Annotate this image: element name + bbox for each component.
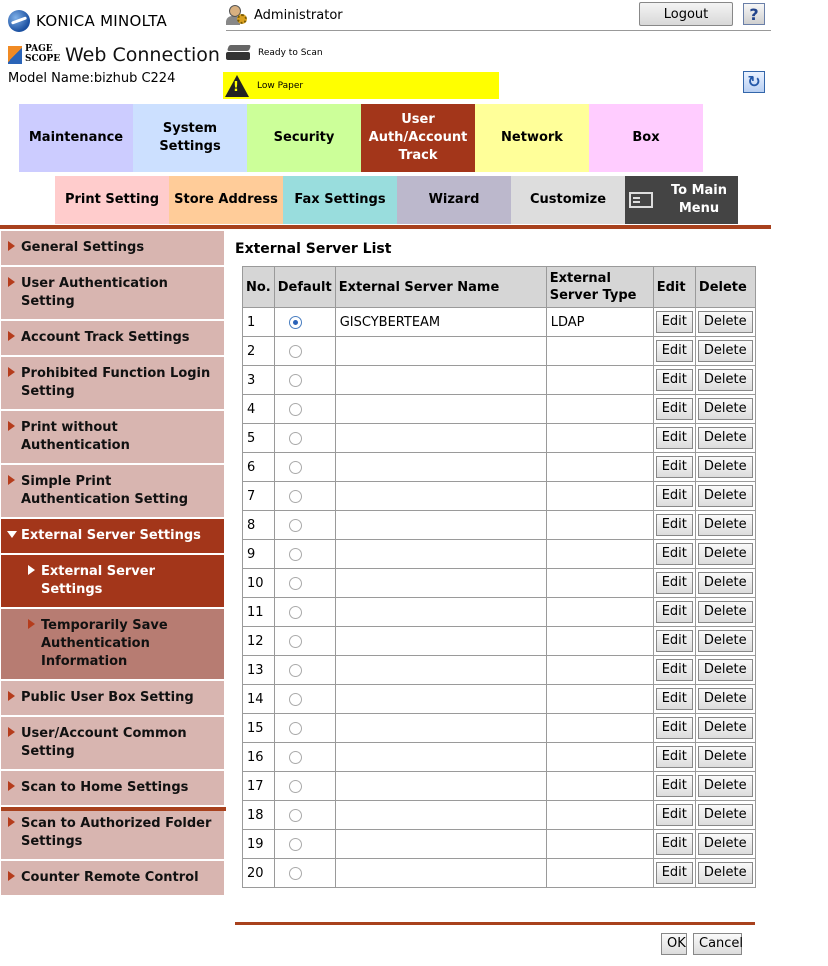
edit-cell: [653, 569, 695, 598]
edit-button[interactable]: Edit: [656, 717, 693, 739]
sidebar-subitem-external-server-settings[interactable]: [1, 555, 224, 607]
alert-bar: [223, 72, 499, 99]
main-menu-label: To Main Menu: [670, 183, 728, 216]
default-radio[interactable]: [289, 490, 302, 503]
server-type: [546, 685, 653, 714]
tab-store-address[interactable]: Store Address: [169, 176, 283, 224]
user-indicator: [226, 4, 343, 26]
table-row: [243, 801, 756, 830]
row-number: 10: [243, 569, 275, 598]
tab-to-main-menu[interactable]: [625, 176, 738, 224]
edit-cell: [653, 714, 695, 743]
sidebar: [1, 231, 224, 897]
row-number: 1: [243, 308, 275, 337]
arrow-down-icon: [7, 531, 17, 538]
tab-security[interactable]: Security: [247, 104, 361, 172]
table-row: [243, 859, 756, 888]
table-row: [243, 337, 756, 366]
server-name: [335, 540, 546, 569]
edit-cell: [653, 743, 695, 772]
delete-button[interactable]: Delete: [698, 311, 753, 333]
pagescope-text: PAGE SCOPE: [25, 44, 61, 64]
table-row: [243, 366, 756, 395]
delete-cell: [695, 424, 755, 453]
edit-button[interactable]: Edit: [656, 804, 693, 826]
default-radio[interactable]: [289, 316, 302, 329]
table-row: [243, 540, 756, 569]
row-number: 3: [243, 366, 275, 395]
default-radio[interactable]: [289, 519, 302, 532]
server-type: [546, 453, 653, 482]
server-name: [335, 337, 546, 366]
delete-button[interactable]: Delete: [698, 688, 753, 710]
delete-cell: [695, 656, 755, 685]
row-number: 6: [243, 453, 275, 482]
server-name: [335, 685, 546, 714]
arrow-right-icon: [8, 367, 15, 377]
default-cell: [274, 830, 335, 859]
delete-button[interactable]: Delete: [698, 543, 753, 565]
server-type: [546, 395, 653, 424]
admin-user-icon: [226, 4, 248, 26]
edit-button[interactable]: Edit: [656, 746, 693, 768]
edit-cell: [653, 366, 695, 395]
delete-cell: [695, 743, 755, 772]
edit-cell: [653, 772, 695, 801]
sidebar-item-label: General Settings: [21, 240, 145, 255]
server-type: [546, 540, 653, 569]
default-radio[interactable]: [289, 780, 302, 793]
default-cell: [274, 859, 335, 888]
edit-button[interactable]: Edit: [656, 572, 693, 594]
server-name: [335, 656, 546, 685]
table-row: [243, 424, 756, 453]
sidebar-item-prohibited-function-login[interactable]: [1, 357, 224, 409]
row-number: 13: [243, 656, 275, 685]
delete-cell: [695, 627, 755, 656]
default-cell: [274, 424, 335, 453]
default-cell: [274, 627, 335, 656]
table-row: [243, 511, 756, 540]
delete-cell: [695, 308, 755, 337]
delete-button[interactable]: Delete: [698, 601, 753, 623]
delete-cell: [695, 714, 755, 743]
server-name: [335, 511, 546, 540]
default-radio[interactable]: [289, 693, 302, 706]
arrow-right-icon: [8, 331, 15, 341]
sidebar-item-label: User/Account Common Setting: [21, 726, 187, 759]
default-cell: [274, 801, 335, 830]
arrow-right-icon: [8, 475, 15, 485]
server-name: [335, 743, 546, 772]
arrow-right-icon: [8, 691, 15, 701]
header-divider: [226, 30, 771, 31]
edit-button[interactable]: Edit: [656, 514, 693, 536]
edit-cell: [653, 830, 695, 859]
server-name: [335, 859, 546, 888]
delete-cell: [695, 395, 755, 424]
table-row: [243, 743, 756, 772]
server-type: [546, 656, 653, 685]
default-cell: [274, 772, 335, 801]
row-number: 19: [243, 830, 275, 859]
default-radio[interactable]: [289, 403, 302, 416]
delete-cell: [695, 540, 755, 569]
sidebar-item-label: Public User Box Setting: [21, 690, 194, 705]
server-name: [335, 424, 546, 453]
default-radio[interactable]: [289, 635, 302, 648]
edit-cell: [653, 656, 695, 685]
main-menu-icon: [629, 192, 653, 208]
tab-wizard[interactable]: Wizard: [397, 176, 511, 224]
row-number: 12: [243, 627, 275, 656]
arrow-right-icon: [8, 817, 15, 827]
arrow-right-icon: [8, 727, 15, 737]
default-cell: [274, 540, 335, 569]
delete-button[interactable]: Delete: [698, 659, 753, 681]
row-number: 8: [243, 511, 275, 540]
default-radio[interactable]: [289, 867, 302, 880]
edit-button[interactable]: Edit: [656, 601, 693, 623]
default-radio[interactable]: [289, 722, 302, 735]
table-row: [243, 714, 756, 743]
edit-cell: [653, 337, 695, 366]
sidebar-item-account-track-settings[interactable]: [1, 321, 224, 355]
pagescope-logo: [8, 44, 220, 66]
server-type: [546, 772, 653, 801]
default-cell: [274, 308, 335, 337]
cancel-button[interactable]: Cancel: [693, 933, 742, 955]
sidebar-item-label: Print without Authentication: [21, 420, 130, 453]
sidebar-item-label: Prohibited Function Login Setting: [21, 366, 211, 399]
row-number: 16: [243, 743, 275, 772]
default-radio[interactable]: [289, 606, 302, 619]
server-type: [546, 743, 653, 772]
sidebar-item-label: User Authentication Setting: [21, 276, 168, 309]
row-number: 7: [243, 482, 275, 511]
sidebar-item-label: Temporarily Save Authentication Information: [41, 618, 168, 669]
edit-button[interactable]: Edit: [656, 456, 693, 478]
delete-button[interactable]: Delete: [698, 369, 753, 391]
table-row: [243, 830, 756, 859]
default-radio[interactable]: [289, 432, 302, 445]
edit-cell: [653, 395, 695, 424]
edit-cell: [653, 453, 695, 482]
server-type: [546, 859, 653, 888]
delete-cell: [695, 453, 755, 482]
device-status: [226, 44, 323, 62]
table-row: [243, 685, 756, 714]
help-icon[interactable]: ?: [743, 3, 765, 25]
table-row: [243, 569, 756, 598]
table-row: [243, 772, 756, 801]
scanner-icon: [226, 44, 252, 62]
pagescope-icon: [8, 44, 60, 66]
column-header: Edit: [653, 267, 695, 308]
tab-customize[interactable]: Customize: [511, 176, 625, 224]
server-name: [335, 598, 546, 627]
edit-cell: [653, 685, 695, 714]
delete-cell: [695, 569, 755, 598]
edit-button[interactable]: Edit: [656, 398, 693, 420]
server-type: [546, 627, 653, 656]
sidebar-item-label: Account Track Settings: [21, 330, 190, 345]
delete-button[interactable]: Delete: [698, 514, 753, 536]
server-type: [546, 598, 653, 627]
default-cell: [274, 453, 335, 482]
sidebar-subitem-temporarily-save-auth[interactable]: [1, 609, 224, 679]
default-cell: [274, 656, 335, 685]
server-name: [335, 830, 546, 859]
server-type: [546, 337, 653, 366]
sidebar-divider: [1, 807, 226, 811]
tab-system-settings[interactable]: System Settings: [133, 104, 247, 172]
arrow-right-icon: [8, 871, 15, 881]
tab-box[interactable]: Box: [589, 104, 703, 172]
delete-cell: [695, 366, 755, 395]
row-number: 4: [243, 395, 275, 424]
sidebar-item-simple-print-authentication[interactable]: [1, 465, 224, 517]
default-cell: [274, 337, 335, 366]
default-radio[interactable]: [289, 374, 302, 387]
delete-cell: [695, 859, 755, 888]
edit-cell: [653, 424, 695, 453]
server-name: [335, 366, 546, 395]
alert-text: Low Paper: [257, 80, 304, 91]
sidebar-item-counter-remote-control[interactable]: [1, 861, 224, 895]
column-header: Default: [274, 267, 335, 308]
row-number: 11: [243, 598, 275, 627]
sidebar-item-label: External Server Settings: [21, 528, 201, 543]
delete-button[interactable]: Delete: [698, 746, 753, 768]
edit-button[interactable]: Edit: [656, 833, 693, 855]
delete-button[interactable]: Delete: [698, 775, 753, 797]
delete-button[interactable]: Delete: [698, 630, 753, 652]
product-name: Web Connection: [65, 44, 220, 66]
arrow-right-icon: [8, 781, 15, 791]
user-name: Administrator: [254, 7, 343, 23]
row-number: 15: [243, 714, 275, 743]
sidebar-item-label: Scan to Authorized Folder Settings: [21, 816, 212, 849]
tab-network[interactable]: Network: [475, 104, 589, 172]
column-header: External Server Name: [335, 267, 546, 308]
sidebar-item-label: External Server Settings: [41, 564, 156, 597]
default-radio[interactable]: [289, 548, 302, 561]
table-row: [243, 656, 756, 685]
sidebar-item-external-server-settings[interactable]: [1, 519, 224, 553]
default-radio[interactable]: [289, 838, 302, 851]
tab-print-setting[interactable]: Print Setting: [55, 176, 169, 224]
edit-cell: [653, 627, 695, 656]
delete-button[interactable]: Delete: [698, 572, 753, 594]
delete-button[interactable]: Delete: [698, 833, 753, 855]
delete-cell: [695, 801, 755, 830]
server-name: [335, 453, 546, 482]
default-cell: [274, 598, 335, 627]
edit-button[interactable]: Edit: [656, 311, 693, 333]
nav-divider: [0, 225, 771, 229]
delete-cell: [695, 337, 755, 366]
default-radio[interactable]: [289, 577, 302, 590]
tab-user-auth-account-track[interactable]: User Auth/Account Track: [361, 104, 475, 172]
arrow-right-icon: [28, 619, 35, 629]
edit-button[interactable]: Edit: [656, 485, 693, 507]
server-type: [546, 569, 653, 598]
sidebar-item-user-authentication-setting[interactable]: [1, 267, 224, 319]
delete-cell: [695, 482, 755, 511]
row-number: 9: [243, 540, 275, 569]
arrow-right-icon: [28, 565, 35, 575]
server-name: [335, 569, 546, 598]
edit-cell: [653, 801, 695, 830]
edit-button[interactable]: Edit: [656, 688, 693, 710]
default-radio[interactable]: [289, 664, 302, 677]
warning-icon: [225, 75, 249, 97]
arrow-right-icon: [8, 241, 15, 251]
server-name: [335, 772, 546, 801]
default-radio[interactable]: [289, 345, 302, 358]
delete-cell: [695, 598, 755, 627]
server-type: [546, 366, 653, 395]
sidebar-item-public-user-box-setting[interactable]: [1, 681, 224, 715]
delete-cell: [695, 685, 755, 714]
delete-button[interactable]: Delete: [698, 804, 753, 826]
edit-cell: [653, 540, 695, 569]
delete-button[interactable]: Delete: [698, 717, 753, 739]
sidebar-item-label: Counter Remote Control: [21, 870, 199, 885]
server-type: [546, 830, 653, 859]
row-number: 17: [243, 772, 275, 801]
column-header: No.: [243, 267, 275, 308]
server-name: [335, 627, 546, 656]
delete-button[interactable]: Delete: [698, 398, 753, 420]
edit-button[interactable]: Edit: [656, 775, 693, 797]
row-number: 20: [243, 859, 275, 888]
column-header: External Server Type: [546, 267, 653, 308]
default-cell: [274, 714, 335, 743]
edit-cell: [653, 598, 695, 627]
delete-button[interactable]: Delete: [698, 456, 753, 478]
sidebar-item-general-settings[interactable]: [1, 231, 224, 265]
server-name: [335, 801, 546, 830]
brand-name: KONICA MINOLTA: [36, 12, 168, 30]
tab-maintenance[interactable]: Maintenance: [19, 104, 133, 172]
model-name: Model Name:bizhub C224: [8, 71, 176, 86]
ok-button[interactable]: OK: [661, 933, 687, 955]
row-number: 18: [243, 801, 275, 830]
default-cell: [274, 743, 335, 772]
logout-button[interactable]: Logout: [639, 2, 733, 26]
sidebar-item-print-without-authentication[interactable]: [1, 411, 224, 463]
arrow-right-icon: [8, 277, 15, 287]
arrow-right-icon: [8, 421, 15, 431]
table-row: [243, 627, 756, 656]
default-radio[interactable]: [289, 461, 302, 474]
row-number: 2: [243, 337, 275, 366]
table-row: [243, 482, 756, 511]
default-cell: [274, 511, 335, 540]
edit-button[interactable]: Edit: [656, 543, 693, 565]
table-row: [243, 598, 756, 627]
server-name: [335, 395, 546, 424]
server-type: [546, 511, 653, 540]
delete-button[interactable]: Delete: [698, 862, 753, 884]
default-cell: [274, 482, 335, 511]
sidebar-item-label: Scan to Home Settings: [21, 780, 189, 795]
server-name: [335, 482, 546, 511]
delete-cell: [695, 511, 755, 540]
default-cell: [274, 395, 335, 424]
page-title: External Server List: [235, 241, 392, 257]
server-name: GISCYBERTEAM: [335, 308, 546, 337]
server-type: [546, 801, 653, 830]
status-ready-text: Ready to Scan: [258, 48, 323, 58]
edit-cell: [653, 511, 695, 540]
server-type: [546, 424, 653, 453]
default-cell: [274, 685, 335, 714]
default-radio[interactable]: [289, 751, 302, 764]
table-row: [243, 453, 756, 482]
edit-button[interactable]: Edit: [656, 630, 693, 652]
content-divider: [235, 922, 755, 925]
delete-cell: [695, 772, 755, 801]
edit-button[interactable]: Edit: [656, 659, 693, 681]
edit-cell: [653, 482, 695, 511]
konica-globe-icon: [8, 10, 30, 32]
default-cell: [274, 366, 335, 395]
sidebar-item-scan-to-authorized-folder[interactable]: [1, 807, 224, 859]
edit-button[interactable]: Edit: [656, 340, 693, 362]
edit-cell: [653, 859, 695, 888]
server-type: LDAP: [546, 308, 653, 337]
konica-minolta-logo: [8, 10, 167, 32]
edit-cell: [653, 308, 695, 337]
default-cell: [274, 569, 335, 598]
table-row: [243, 308, 756, 337]
edit-button[interactable]: Edit: [656, 862, 693, 884]
delete-cell: [695, 830, 755, 859]
sidebar-item-user-account-common-setting[interactable]: [1, 717, 224, 769]
external-server-table: [242, 266, 756, 888]
sidebar-item-scan-to-home-settings[interactable]: [1, 771, 224, 805]
server-type: [546, 714, 653, 743]
delete-button[interactable]: Delete: [698, 427, 753, 449]
table-row: [243, 395, 756, 424]
edit-button[interactable]: Edit: [656, 369, 693, 391]
default-radio[interactable]: [289, 809, 302, 822]
row-number: 14: [243, 685, 275, 714]
sidebar-item-label: Simple Print Authentication Setting: [21, 474, 189, 507]
tab-fax-settings[interactable]: Fax Settings: [283, 176, 397, 224]
row-number: 5: [243, 424, 275, 453]
server-name: [335, 714, 546, 743]
refresh-icon[interactable]: ↻: [743, 71, 765, 93]
server-type: [546, 482, 653, 511]
edit-button[interactable]: Edit: [656, 427, 693, 449]
delete-button[interactable]: Delete: [698, 485, 753, 507]
column-header: Delete: [695, 267, 755, 308]
delete-button[interactable]: Delete: [698, 340, 753, 362]
